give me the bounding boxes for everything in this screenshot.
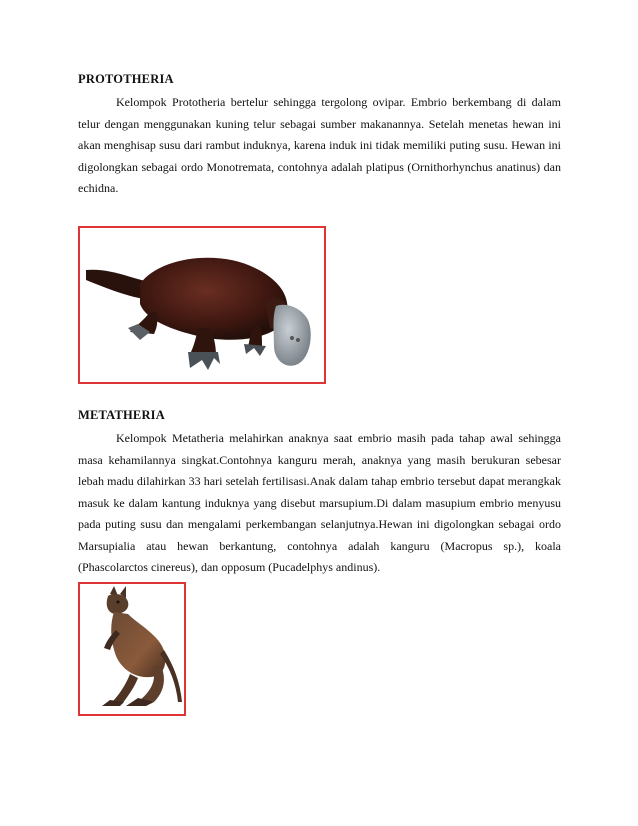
section-paragraph-metatheria: Kelompok Metatheria melahirkan anaknya saat embrio masih pada tahap awal sehingga masa kehamilannya singkat.Contohnya kanguru merah, anaknya yang masih berukuran sebesar lebah madu dilahirkan 33 hari setelah fertilisasi.Anak dalam tahap embrio tersebut dapat merangkak masuk ke dalam kantung induknya yang disebut marsupium.Di dalam masupium embrio menyusu pada puting susu dan mengalami perkembangan selanjutnya.Hewan ini digolongkan sebagai ordo Marsupialia atau hewan berkantung, contohnya adalah kanguru (Macropus sp.), koala (Phascolarctos cinereus), dan opposum (Pucadelphys andinus). bbox=[78, 431, 561, 574]
platypus-illustration bbox=[80, 228, 324, 382]
kangaroo-image bbox=[78, 582, 186, 716]
platypus-image bbox=[78, 226, 326, 384]
section-paragraph-prototheria: Kelompok Prototheria bertelur sehingga tergolong ovipar. Embrio berkembang di dalam telur dengan menggunakan kuning telur sebagai sumber makanannya. Setelah menetas hewan ini akan menghisap susu dari rambut induknya, karena induk ini tidak memiliki puting susu. Hewan ini digolongkan sebagai ordo Monotremata, contohnya adalah platipus (Ornithorhynchus anatinus) dan echidna. bbox=[78, 95, 561, 195]
section-heading-prototheria: PROTOTHERIA bbox=[78, 72, 174, 86]
kangaroo-illustration bbox=[80, 584, 184, 714]
section-heading-metatheria: METATHERIA bbox=[78, 408, 165, 422]
